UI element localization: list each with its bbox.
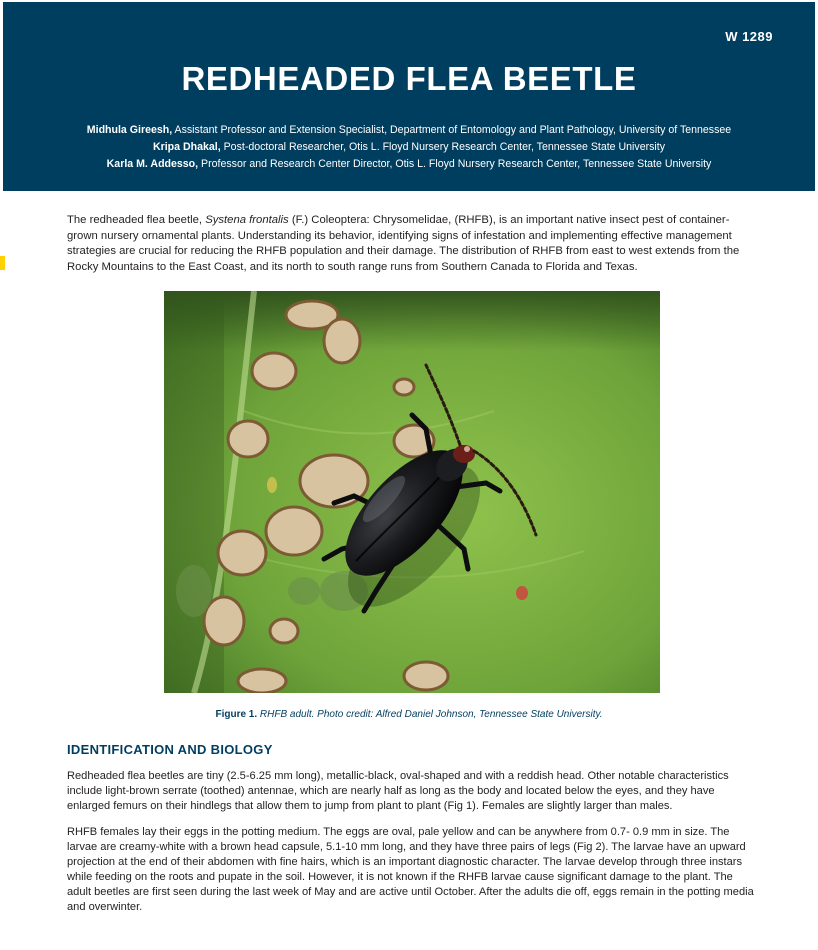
author-affiliation: Assistant Professor and Extension Specialist, Department of Entomology and Plant Pathology, University of Tennessee bbox=[172, 124, 732, 136]
author-list bbox=[3, 122, 815, 173]
author-affiliation: Professor and Research Center Director, Otis L. Floyd Nursery Research Center, Tennessee State University bbox=[198, 158, 712, 170]
body-paragraph: RHFB females lay their eggs in the potting medium. The eggs are oval, pale yellow and can be anywhere from 0.7- 0.9 mm in size. The larvae are creamy-white with a brown head capsule, 5.1-10 mm long, and they have three pairs of legs (Fig 2). The larvae have an upward projection at the end of their abdomen with fine hairs, which is an important diagnostic character. The larvae develop through three instars while feeding on the roots and pupate in the soil. However, it is not known if the RHFB larvae cause significant damage to the plant. The adult beetles are first seen during the last week of May and are active until October. After the adults die off, eggs remain in the potting media and overwinter. bbox=[67, 826, 754, 913]
intro-text: The redheaded flea beetle, bbox=[67, 214, 206, 226]
author-line bbox=[3, 122, 815, 139]
figure-caption-text: RHFB adult. Photo credit: Alfred Daniel Johnson, Tennessee State University. bbox=[257, 709, 603, 720]
beetle-photo-illustration bbox=[164, 291, 660, 693]
figure-label: Figure 1. bbox=[215, 709, 258, 720]
species-name: Systena frontalis bbox=[205, 214, 289, 226]
header-banner bbox=[3, 2, 815, 191]
author-line bbox=[3, 156, 815, 173]
highlight-marker bbox=[0, 256, 5, 270]
beetle-photo bbox=[164, 291, 660, 693]
body-paragraph: Redheaded flea beetles are tiny (2.5-6.25 mm long), metallic-black, oval-shaped and with a reddish head. Other notable characteristics include light-brown serrate (toothed) antennae, which are nearly half as long as the body and located below the eyes, and they have enlarged femurs on their hindlegs that allow them to jump from plant to plant (Fig 1). Females are slightly larger than males. bbox=[67, 770, 729, 812]
author-name: Kripa Dhakal, bbox=[152, 141, 221, 153]
figure-caption bbox=[0, 709, 818, 720]
author-line bbox=[3, 139, 815, 156]
page-title: REDHEADED FLEA BEETLE bbox=[181, 60, 637, 97]
intro-text: (F.) Coleoptera: Chrysomelidae, (RHFB), is an important native insect pest of container-grown nursery ornamental plants. Understanding its behavior, identifying signs of infestation and implementing effective management strategies are crucial for reducing the RHFB population and their damage. The distribution of RHFB from east to west extends from the Rocky Mountains to the East Coast, and its north to south range runs from Southern Canada to Florida and Texas. bbox=[67, 214, 740, 273]
intro-paragraph bbox=[67, 213, 757, 275]
section-heading: IDENTIFICATION AND BIOLOGY bbox=[67, 742, 273, 757]
author-name: Karla M. Addesso, bbox=[106, 158, 199, 170]
author-name: Midhula Gireesh, bbox=[86, 124, 173, 136]
author-affiliation: Post-doctoral Researcher, Otis L. Floyd Nursery Research Center, Tennessee State University bbox=[220, 141, 666, 153]
publication-number: W 1289 bbox=[725, 29, 773, 44]
